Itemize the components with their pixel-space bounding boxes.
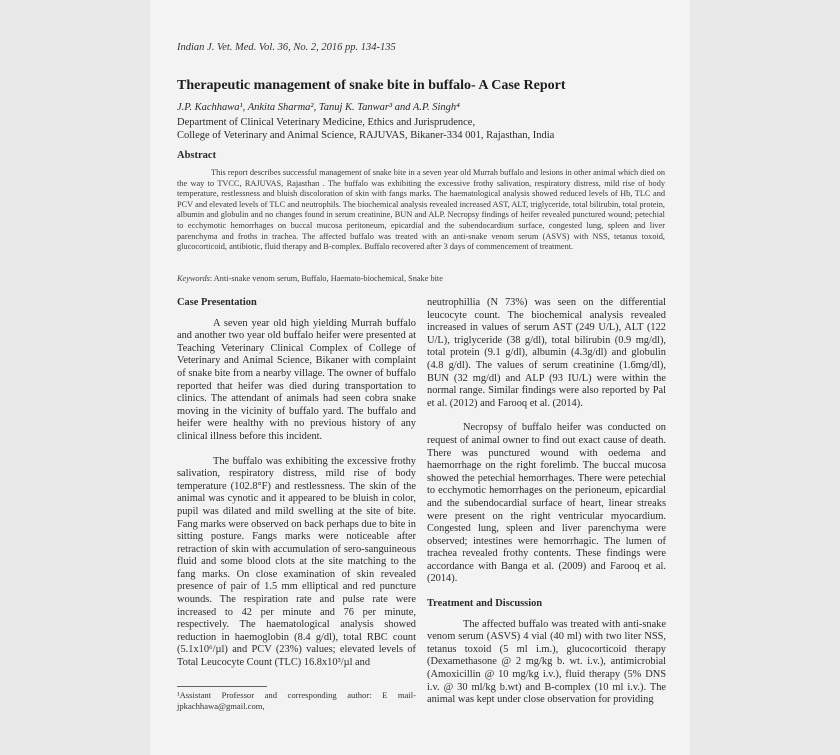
abstract-text: This report describes successful management of snake bite in a seven year old Murrah buffalo and lesions in other animal which died on the way to TVCC, RAJUVAS, Rajasthan . The buffalo was exhibiting the excessive frothy salivation, respiratory distress, mild rise of body temperature, restlessness and bluish discoloration of skin with fangs marks. The haematological analysis showed reduced levels of Hb, TLC and PCV and elevated levels of TLC and neutrophils. The biochemical analysis revealed increased AST, ALT, triglyceride, total bilirubin, total protein, albumin and globulin and no changes found in serum creatinine, BUN and ALP. Necropsy findings of heifer revealed punctured wound; petechial to ecchymotic hemorrhages on buccal mucosa peritoneum, epicardial and the subendocardium surface, congested lung, spleen and liver parenchyma and froths in trachea. The affected buffalo was treated with an anti-snake venom serum (ASVS) with NSS, tetanus toxoid, glucocorticoid, antibiotic, fluid therapy and B-complex. Buffalo recovered after 3 days of commencement of treatment. xyxy=(177,168,665,252)
case-paragraph-2: The buffalo was exhibiting the excessive frothy salivation, respiratory distress, mild rise of body temperature (102.8°F) and restlessness. The skin of the animal was cynotic and it appeared to be bluish in color, pupil was dilated and mild swelling at the site of bite. Fang marks were observed on back perhaps due to bite in sitting posture. Fangs marks were noticeable after retraction of skin with accumulation of sero-sanguineous fluid and some blood clots at the site matching to the fang marks. On close examination of skin revealed presence of pair of 1.5 mm elliptical and red puncture wounds. The respiration rate and pulse rate were increased to 42 per minute and 76 per minute, respectively. The haematological analysis showed reduction in haemoglobin (8.4 g/dl), total RBC count (5.1x10⁶/µl) and PCV (23%) values; elevated levels of Total Leucocyte Count (TLC) 16.8x10³/µl and xyxy=(177,455,416,669)
keywords-text: : Anti-snake venom serum, Buffalo, Haemato-biochemical, Snake bite xyxy=(209,274,443,283)
affiliation-line-2: College of Veterinary and Animal Science, RAJUVAS, Bikaner-334 001, Rajasthan, India xyxy=(177,130,555,141)
abstract-heading: Abstract xyxy=(177,150,217,161)
treatment-paragraph: The affected buffalo was treated with anti-snake venom serum (ASVS) 4 vial (40 ml) with two liter NSS, tetanus toxoid (5 ml i.m.), glucocorticoid therapy (Dexamethasone @ 2 mg/kg b. wt. i.v.), antimicrobial (Amoxicillin @ 10 mg/kg i.v.), fluid therapy (5% DNS i.v. @ 30 ml/kg b.wt) and B-complex (10 ml i.v.). The animal was kept under close observation for providing xyxy=(427,618,666,706)
left-column xyxy=(177,297,416,682)
author-list: J.P. Kachhawa¹, Ankita Sharma², Tanuj K. Tanwar³ and A.P. Singh⁴ xyxy=(177,102,460,113)
affiliation xyxy=(177,116,554,142)
affiliation-line-1: Department of Clinical Veterinary Medicine, Ethics and Jurisprudence, xyxy=(177,117,476,128)
results-paragraph: neutrophillia (N 73%) was seen on the differential leucocyte count. The biochemical analysis revealed increased in values of serum AST (249 U/L), ALT (122 U/L), triglyceride (38 g/dl), total bilirubin (0.9 mg/dl), total protein (9.1 g/dl), albumin (4.3g/dl) and globulin (4.8 g/dl). The values of serum creatinine (1.6mg/dl), BUN (32 mg/dl) and ALP (93 IU/L) were within the normal range. Similar findings were also reported by Pal et al. (2012) and Farooq et al. (2014). xyxy=(427,297,666,409)
right-column xyxy=(427,297,666,719)
case-paragraph-1: A seven year old high yielding Murrah buffalo and another two year old buffalo heifer were presented at Teaching Veterinary Clinical Complex of College of Veterinary and Animal Science, Bikaner with complaint of snake bite from a nearby village. The owner of buffalo reported that heifer was died during transportation to clinics. The attendant of animals had seen cobra snake moving in the vicinity of buffalo yard. The buffalo and heifer were healthy with no previous history of any clinical illness before this incident. xyxy=(177,317,416,442)
journal-citation: Indian J. Vet. Med. Vol. 36, No. 2, 2016 pp. 134-135 xyxy=(177,42,396,53)
treatment-heading: Treatment and Discussion xyxy=(427,598,543,610)
footnote: ¹Assistant Professor and corresponding author: E mail-jpkachhawa@gmail.com, xyxy=(177,690,416,711)
footnote-rule xyxy=(177,686,267,687)
paper-title: Therapeutic management of snake bite in buffalo- A Case Report xyxy=(177,78,566,93)
case-presentation-heading: Case Presentation xyxy=(177,297,257,308)
necropsy-paragraph: Necropsy of buffalo heifer was conducted on request of animal owner to find out exact cause of death. There was punctured wound with oedema and haemorrhage on the right forelimb. The buccal mucosa showed the petechial hemorrhages. There were petechial to ecchymotic hemorrhages on the perioneum, epicardial and the subendocardial surface of heart, linear streaks were present on the right ventricular myocardium. Congested lung, spleen and liver parenchyma were observed; intestines were hemorrhagic. The lumen of trachea revealed frothy contents. These findings were accordance with Banga et al. (2009) and Farooq et al. (2014). xyxy=(427,422,666,585)
keywords xyxy=(177,274,443,283)
keywords-label: Keywords xyxy=(177,274,210,283)
